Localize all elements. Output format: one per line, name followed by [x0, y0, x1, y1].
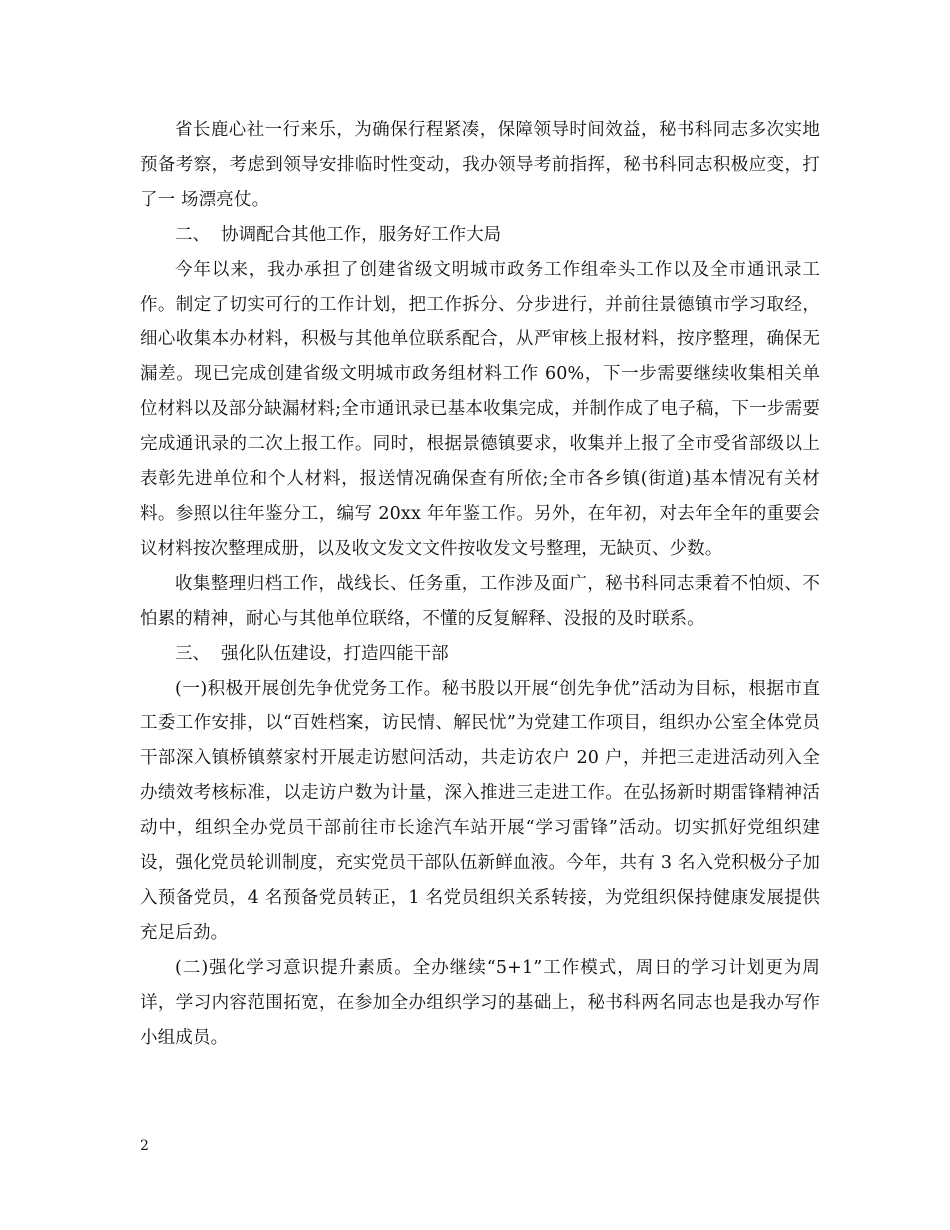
- section-heading-team-building: 三、 强化队伍建设，打造四能干部: [175, 643, 449, 664]
- paragraph-civilized-city-work: 今年以来，我办承担了创建省级文明城市政务工作组牵头工作以及全市通讯录工作。制定了切实可行的工作计划，把工作拆分、分步进行，并前往景德镇市学习取经，细心收集本办材料，积极与其他单位联系配合，从严审核上报材料，按序整理，确保无漏差。现已完成创建省级文明城市政务组材料工作 60%，下一步需要继续收集相关单位材料以及部分缺漏材料;全市通讯录已基本收集完成，并制作成了电子稿，下一步需要完成通讯录的二次上报工作。同时，根据景德镇要求，收集并上报了全市受省部级以上表彰先进单位和个人材料，报送情况确保查有所依;全市各乡镇(街道)基本情况有关材料。参照以往年鉴分工，编写 20xx 年年鉴工作。另外，在年初，对去年全年的重要会议材料按次整理成册，以及收文发文文件按收发文号整理，无缺页、少数。: [140, 259, 820, 559]
- document-body: [140, 113, 820, 1055]
- section-heading-coordination: 二、 协调配合其他工作，服务好工作大局: [175, 224, 502, 245]
- paragraph-study-awareness: (二)强化学习意识提升素质。全办继续“5+1”工作模式，周日的学习计划更为周详，学习内容范围拓宽，在参加全办组织学习的基础上，秘书科两名同志也是我办写作小组成员。: [140, 957, 820, 1048]
- paragraph-party-work: (一)积极开展创先争优党务工作。秘书股以开展“创先争优”活动为目标，根据市直工委工作安排，以“百姓档案，访民情、解民忧”为党建工作项目，组织办公室全体党员干部深入镇桥镇蔡家村开展走访慰问活动，共走访农户 20 户，并把三走进活动列入全办绩效考核标准，以走访户数为计量，深入推进三走进工作。在弘扬新时期雷锋精神活动中，组织全办党员干部前往市长途汽车站开展“学习雷锋”活动。切实抓好党组织建设，强化党员轮训制度，充实党员干部队伍新鲜血液。今年，共有 3 名入党积极分子加入预备党员，4 名预备党员转正，1 名党员组织关系转接，为党组织保持健康发展提供充足后劲。: [140, 678, 820, 943]
- paragraph-inspection-visit: 省长鹿心社一行来乐，为确保行程紧凑，保障领导时间效益，秘书科同志多次实地预备考察，考虑到领导安排临时性变动，我办领导考前指挥，秘书科同志积极应变，打了一 场漂亮仗。: [140, 120, 820, 210]
- paragraph-archiving-work: 收集整理归档工作，战线长、任务重，工作涉及面广，秘书科同志秉着不怕烦、不怕累的精神，耐心与其他单位联络，不懂的反复解释、没报的及时联系。: [140, 573, 820, 629]
- page-number: 2: [140, 1138, 149, 1154]
